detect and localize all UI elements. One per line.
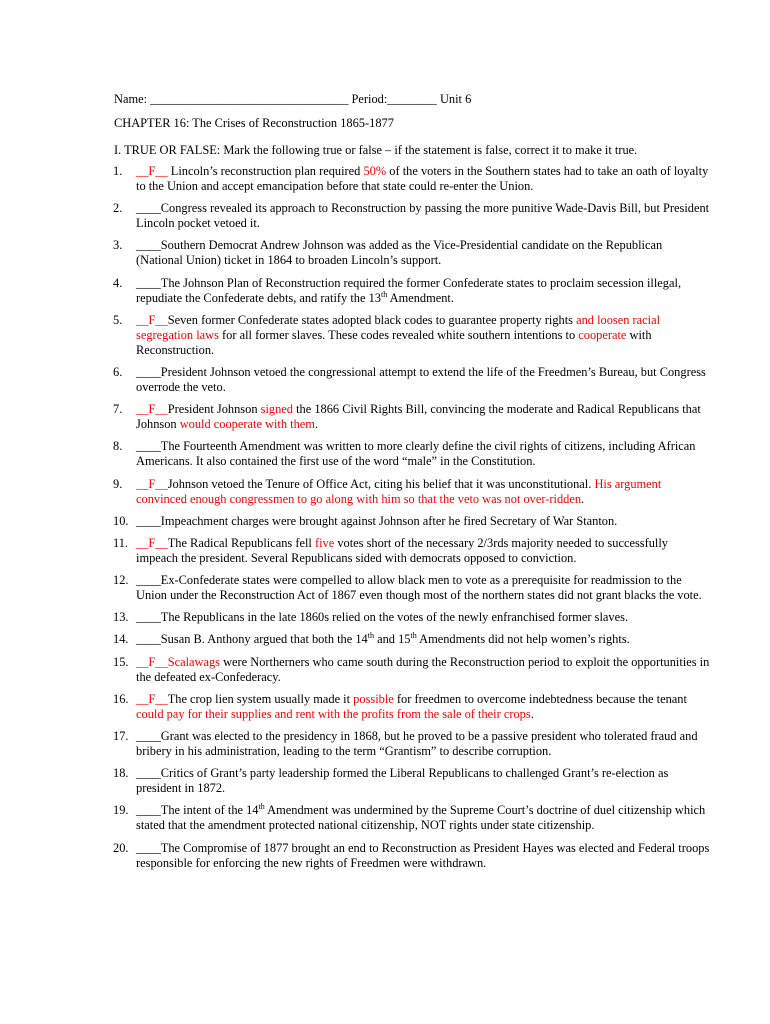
answer-blank[interactable]: ____ bbox=[136, 632, 161, 647]
statement-text: Amendments did not help women’s rights. bbox=[416, 632, 630, 647]
correction-text: five bbox=[314, 535, 335, 550]
question-item bbox=[114, 766, 710, 796]
statement-text: Impeachment charges were brought against Johnson after he fired Secretary of War Stanton. bbox=[160, 513, 618, 528]
statement-text: Critics of Grant’s party leadership formed the Liberal Republicans to challenged Grant’s re-election as president in 1872. bbox=[136, 766, 669, 796]
statement-text: The Compromise of 1877 brought an end to Reconstruction as President Hayes was elected and Federal troops responsible for enforcing the new rights of Freedmen were withdrawn. bbox=[136, 840, 710, 870]
statement-text: of the voters in the Southern states had to take an oath of loyalty to the Union and accept emancipation before that state could re-enter the Union. bbox=[136, 164, 709, 193]
ordinal-suffix: th bbox=[380, 289, 388, 299]
question-number: 15. bbox=[113, 654, 129, 669]
statement-text: The Johnson Plan of Reconstruction required the former Confederate states to proclaim secession illegal, repudiate the Confederate debts, and ratify the 13 bbox=[136, 275, 682, 305]
unit-label: Unit 6 bbox=[439, 92, 472, 106]
question-number: 11. bbox=[113, 535, 129, 550]
name-blank: ________________________________ bbox=[150, 92, 349, 106]
correction-text: signed bbox=[260, 402, 293, 417]
statement-text: The Radical Republicans fell bbox=[167, 535, 315, 550]
answer-blank[interactable]: ____ bbox=[136, 766, 161, 781]
question-item bbox=[114, 803, 710, 833]
question-text bbox=[136, 692, 687, 721]
answer-blank[interactable]: ____ bbox=[136, 840, 161, 855]
correction-text: Scalawags bbox=[167, 654, 220, 669]
question-text bbox=[136, 766, 668, 795]
statement-text: Congress revealed its approach to Reconstruction by passing the more punitive Wade-Davis Bill, but President Lincoln pocket vetoed it. bbox=[136, 201, 710, 231]
question-item bbox=[114, 610, 710, 625]
question-number: 20. bbox=[113, 840, 129, 855]
correction-text: possible bbox=[353, 691, 394, 706]
correction-text: His argument convinced enough congressmen to go along with him so that the veto was not over-ridden bbox=[136, 476, 662, 506]
answer-blank[interactable]: __F__ bbox=[136, 654, 168, 669]
statement-text: votes short of the necessary 2/3rds majority needed to successfully impeach the president. Several Republicans sided with democrats opposed to conviction. bbox=[136, 535, 668, 565]
answer-blank[interactable]: ____ bbox=[136, 201, 161, 216]
ordinal-suffix: th bbox=[367, 631, 374, 641]
ordinal-suffix: th bbox=[410, 631, 417, 641]
header-line bbox=[114, 92, 710, 107]
statement-text: . bbox=[581, 491, 585, 506]
question-number: 9. bbox=[113, 476, 123, 491]
statement-text: for all former slaves. These codes revealed white southern intentions to bbox=[218, 327, 579, 342]
statement-text: The intent of the 14 bbox=[160, 803, 259, 818]
question-number: 10. bbox=[113, 513, 129, 528]
statement-text: Ex-Confederate states were compelled to allow black men to vote as a prerequisite for readmission to the Union under the Reconstruction Act of 1867 even though most of the northern states did not grant blacks the vote. bbox=[136, 573, 702, 603]
question-item bbox=[114, 164, 710, 194]
question-number: 18. bbox=[113, 766, 129, 781]
question-text bbox=[136, 803, 705, 832]
question-text bbox=[136, 729, 698, 758]
statement-text: . bbox=[530, 706, 534, 721]
question-item bbox=[114, 573, 710, 603]
statement-text: The crop lien system usually made it bbox=[167, 691, 354, 706]
question-text bbox=[136, 632, 630, 646]
answer-blank[interactable]: ____ bbox=[136, 610, 161, 625]
question-item bbox=[114, 439, 710, 469]
ordinal-suffix: th bbox=[258, 802, 265, 812]
statement-text: President Johnson bbox=[167, 402, 261, 417]
answer-blank[interactable]: ____ bbox=[136, 364, 161, 379]
statement-text: were Northerners who came south during the Reconstruction period to exploit the opportunities in the defeated ex-Confederacy. bbox=[136, 654, 710, 684]
statement-text: Seven former Confederate states adopted black codes to guarantee property rights bbox=[167, 312, 577, 327]
statement-text: and 15 bbox=[373, 632, 411, 647]
question-text bbox=[136, 164, 708, 193]
question-item bbox=[114, 201, 710, 231]
question-text bbox=[136, 439, 696, 468]
correction-text: could pay for their supplies and rent with the profits from the sale of their crops bbox=[136, 706, 531, 721]
answer-blank[interactable]: ____ bbox=[136, 238, 161, 253]
answer-blank[interactable]: ____ bbox=[136, 513, 161, 528]
statement-text: with Reconstruction. bbox=[136, 327, 652, 357]
chapter-title: CHAPTER 16: The Crises of Reconstruction 1865-1877 bbox=[114, 116, 394, 130]
question-number: 7. bbox=[113, 402, 123, 417]
statement-text: Amendment was undermined by the Supreme Court’s doctrine of duel citizenship which stated that the amendment protected national citizenship, NOT rights under state citizenship. bbox=[136, 803, 706, 833]
question-list bbox=[114, 164, 710, 871]
question-text bbox=[136, 477, 661, 506]
answer-blank[interactable]: __F__ bbox=[136, 164, 168, 178]
question-text bbox=[136, 573, 702, 602]
correction-text: would cooperate with them bbox=[179, 417, 315, 432]
statement-text: The Fourteenth Amendment was written to more clearly define the civil rights of citizens, including African Americans. It also contained the first use of the word “male” in the Constitution. bbox=[136, 439, 696, 469]
statement-text: Amendment. bbox=[387, 290, 454, 305]
question-item bbox=[114, 402, 710, 432]
statement-text: . bbox=[314, 417, 319, 432]
question-item bbox=[114, 365, 710, 395]
answer-blank[interactable]: __F__ bbox=[136, 312, 168, 327]
question-number: 5. bbox=[113, 312, 123, 327]
statement-text: Johnson vetoed the Tenure of Office Act, citing his belief that it was unconstitutional. bbox=[167, 476, 595, 491]
question-number: 12. bbox=[113, 573, 129, 588]
statement-text: Lincoln’s reconstruction plan required bbox=[167, 164, 364, 178]
question-text bbox=[136, 536, 668, 565]
question-text bbox=[136, 238, 662, 267]
question-item bbox=[114, 276, 710, 306]
name-label: Name: bbox=[114, 92, 148, 106]
question-text bbox=[136, 514, 617, 528]
question-item bbox=[114, 477, 710, 507]
statement-text: President Johnson vetoed the congressional attempt to extend the life of the Freedmen’s Bureau, but Congress overrode the veto. bbox=[136, 364, 706, 394]
question-number: 16. bbox=[113, 691, 129, 706]
correction-text: cooperate bbox=[578, 327, 627, 342]
question-item bbox=[114, 514, 710, 529]
instructions: I. TRUE OR FALSE: Mark the following true or false – if the statement is false, correct it to make it true. bbox=[114, 143, 638, 157]
answer-blank[interactable]: __F__ bbox=[136, 476, 168, 491]
question-number: 1. bbox=[113, 164, 123, 178]
answer-blank[interactable]: ____ bbox=[136, 439, 161, 454]
question-text bbox=[136, 610, 628, 624]
statement-text: the 1866 Civil Rights Bill, convincing the moderate and Radical Republicans that Johnson bbox=[136, 402, 701, 432]
correction-text: and loosen racial segregation laws bbox=[136, 312, 661, 342]
question-item bbox=[114, 841, 710, 871]
question-text bbox=[136, 313, 660, 357]
question-text bbox=[136, 365, 706, 394]
question-text bbox=[136, 201, 709, 230]
question-number: 14. bbox=[113, 632, 129, 647]
answer-blank[interactable]: ____ bbox=[136, 729, 161, 743]
statement-text: The Republicans in the late 1860s relied on the votes of the newly enfranchised former slaves. bbox=[160, 610, 629, 625]
question-item bbox=[114, 536, 710, 566]
question-item bbox=[114, 655, 710, 685]
question-item bbox=[114, 632, 710, 647]
question-text bbox=[136, 655, 709, 684]
question-number: 8. bbox=[113, 439, 123, 454]
answer-blank[interactable]: __F__ bbox=[136, 402, 168, 417]
question-number: 19. bbox=[113, 803, 129, 818]
question-number: 4. bbox=[113, 275, 123, 290]
question-text bbox=[136, 841, 709, 870]
answer-blank[interactable]: __F__ bbox=[136, 535, 168, 550]
answer-blank[interactable]: __F__ bbox=[136, 691, 168, 706]
statement-text: for freedmen to overcome indebtedness because the tenant bbox=[393, 691, 687, 706]
question-item bbox=[114, 692, 710, 722]
question-item bbox=[114, 238, 710, 268]
period-label: Period: bbox=[351, 92, 388, 106]
answer-blank[interactable]: ____ bbox=[136, 573, 161, 588]
question-item bbox=[114, 729, 710, 759]
question-number: 17. bbox=[113, 729, 129, 743]
question-text bbox=[136, 402, 701, 431]
question-number: 3. bbox=[113, 238, 123, 253]
answer-blank[interactable]: ____ bbox=[136, 803, 161, 818]
period-blank: ________ bbox=[387, 92, 437, 106]
question-item bbox=[114, 313, 710, 358]
answer-blank[interactable]: ____ bbox=[136, 275, 161, 290]
statement-text: Grant was elected to the presidency in 1868, but he proved to be a passive president who tolerated fraud and bribery in his administration, leading to the term “Grantism” to describe corruption. bbox=[136, 729, 698, 758]
statement-text: Southern Democrat Andrew Johnson was added as the Vice-Presidential candidate on the Republican (National Union) ticket in 1864 to broaden Lincoln’s support. bbox=[136, 238, 663, 268]
question-text bbox=[136, 276, 681, 305]
statement-text: Susan B. Anthony argued that both the 14 bbox=[160, 632, 368, 647]
correction-text: 50% bbox=[363, 164, 387, 178]
question-number: 2. bbox=[113, 201, 123, 216]
question-number: 6. bbox=[113, 364, 123, 379]
question-number: 13. bbox=[113, 610, 129, 625]
